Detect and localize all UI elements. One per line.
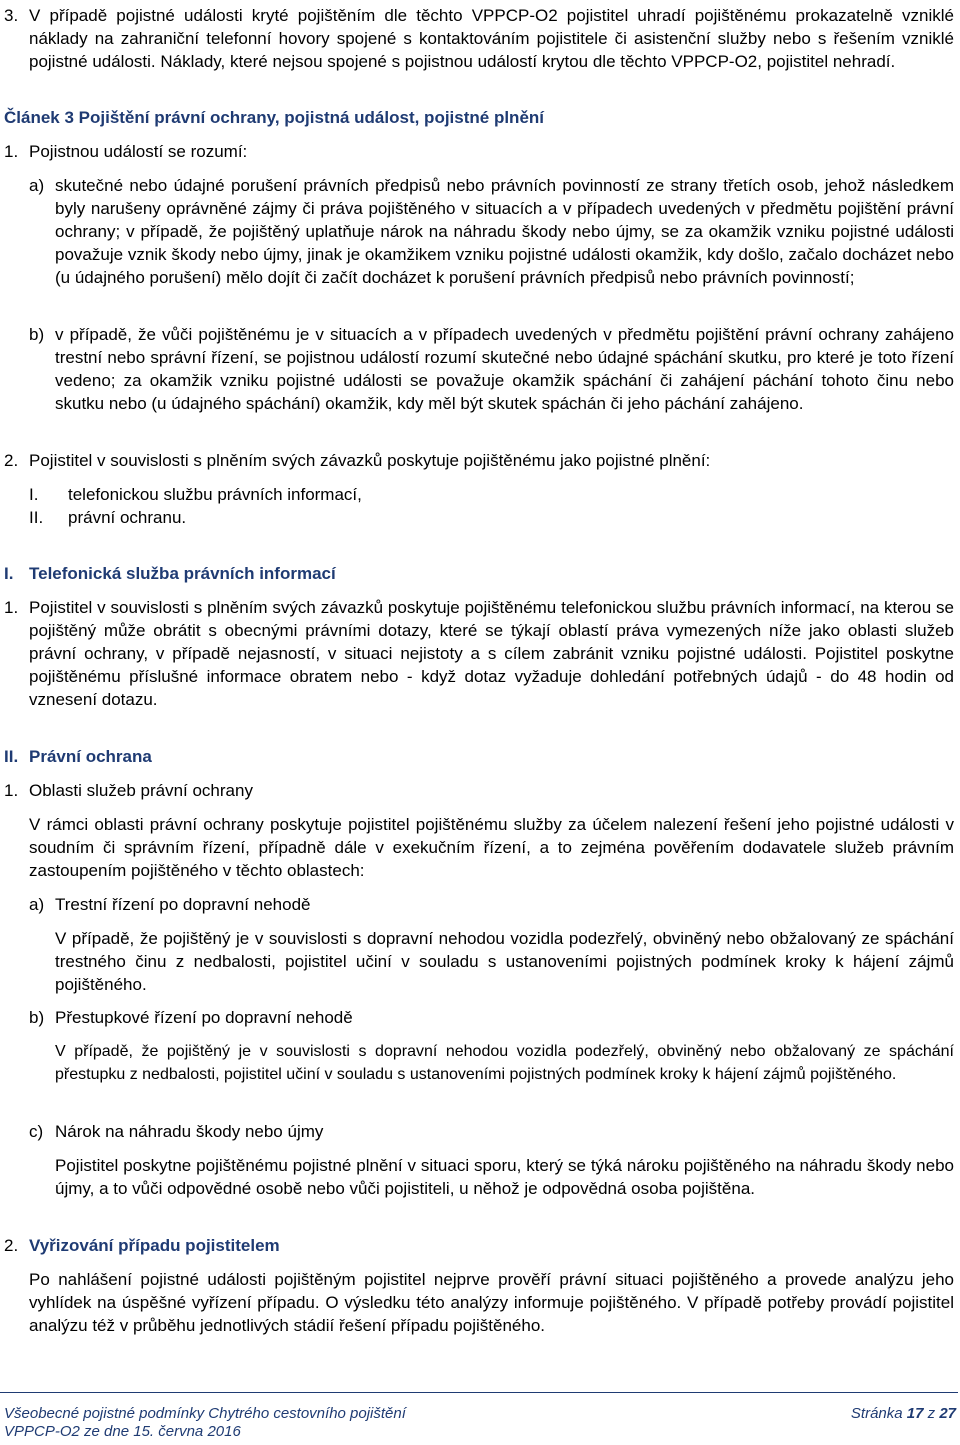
page-total: 27 bbox=[939, 1405, 956, 1422]
item-label: b) bbox=[29, 325, 45, 344]
item-number: 1. bbox=[4, 142, 19, 161]
item-number: 1. bbox=[4, 781, 19, 800]
subheading: Vyřizování případu pojistitelem bbox=[29, 1236, 280, 1255]
roman-label: I. bbox=[29, 485, 39, 504]
footer-doc-version: VPPCP-O2 ze dne 15. června 2016 bbox=[4, 1423, 241, 1440]
footer-doc-title: Všeobecné pojistné podmínky Chytrého cestovního pojištění bbox=[4, 1405, 406, 1422]
item-number: 3. bbox=[4, 6, 19, 25]
paragraph: V případě, že pojištěný je v souvislosti s dopravní nehodou vozidla podezřelý, obviněný nebo obžalovaný ze spáchání trestného činu z nedbalosti, pojistitel učiní v souladu s ustanoveními pojistných podmínek kroky k hájení zájmů pojištěného. bbox=[55, 929, 954, 994]
item-number: 2. bbox=[4, 451, 19, 470]
paragraph: skutečné nebo údajné porušení právních předpisů nebo právních povinností ze strany třetích osob, jehož následkem byly narušeny oprávněné zájmy či práva pojištěného v situacích a v případech uvedených v předmětu pojištění právní ochrany; v případě, že pojištěný uplatňuje nárok na náhradu škody nebo újmy, se za okamžik vzniku pojistné události považuje vznik škody nebo újmy, jinak je okamžikem vzniku pojistné události okamžik, kdy došlo, začalo docházet nebo (u údajného porušení) mělo dojít či začít docházet k porušení právních předpisů nebo právních povinností; bbox=[55, 176, 954, 287]
section-number: II. bbox=[4, 747, 19, 766]
item-label: b) bbox=[29, 1008, 45, 1027]
subheading: Trestní řízení po dopravní nehodě bbox=[55, 895, 311, 914]
section-heading: Právní ochrana bbox=[29, 747, 152, 766]
item-label: a) bbox=[29, 176, 45, 195]
paragraph: Pojistnou událostí se rozumí: bbox=[29, 142, 248, 161]
footer-divider bbox=[0, 1392, 958, 1393]
list-item: právní ochranu. bbox=[68, 508, 187, 527]
subheading: Přestupkové řízení po dopravní nehodě bbox=[55, 1008, 353, 1027]
paragraph: Pojistitel v souvislosti s plněním svých závazků poskytuje pojištěnému telefonickou službu právních informací, na kterou se pojištěný může obrátit s obecnými právními dotazy, které se týkají oblastí práva vymezených níže jako oblasti služeb právní ochrany, v případě nejasností, v situaci nejistoty a s cílem zabránit vzniku pojistné události. Pojistitel poskytne pojištěnému příslušné informace obratem nebo - když dotaz vyžaduje dohledání potřebných údajů - do 48 hodin od vznesení dotazu. bbox=[29, 598, 954, 709]
subheading: Nárok na náhradu škody nebo újmy bbox=[55, 1122, 324, 1141]
item-number: 2. bbox=[4, 1236, 19, 1255]
item-label: a) bbox=[29, 895, 45, 914]
page-prefix: Stránka bbox=[850, 1405, 903, 1422]
item-number: 1. bbox=[4, 598, 19, 617]
paragraph: V případě, že pojištěný je v souvislosti s dopravní nehodou vozidla podezřelý, obviněný nebo obžalovaný ze spáchání přestupku z nedbalosti, pojistitel učiní v souladu s ustanoveními pojistných podmínek kroky k hájení zájmů pojištěného. bbox=[55, 1043, 954, 1083]
footer-page-number bbox=[851, 1405, 956, 1423]
article-heading: Článek 3 Pojištění právní ochrany, pojistná událost, pojistné plnění bbox=[4, 108, 545, 127]
paragraph: V případě pojistné události kryté pojištěním dle těchto VPPCP-O2 pojistitel uhradí pojištěnému prokazatelně vzniklé náklady na zahraniční telefonní hovory spojené s kontaktováním pojistitele či asistenční služby nebo s řešením vzniklé pojistné události. Náklady, které nejsou spojené s pojistnou událostí krytou dle těchto VPPCP-O2, pojistitel nehradí. bbox=[29, 6, 954, 71]
paragraph: v případě, že vůči pojištěnému je v situacích a v případech uvedených v předmětu pojištění právní ochrany zahájeno trestní nebo správní řízení, se pojistnou událostí rozumí skutečné nebo údajné spáchání skutku, pro které je toto řízení vedeno; za okamžik vzniku pojistné události se považuje okamžik spáchání či zahájení páchání tohoto činu nebo skutku nebo (u údajného spáchání) okamžik, kdy měl být skutek spáchán či jeho páchání zahájeno. bbox=[55, 325, 954, 413]
subheading: Oblasti služeb právní ochrany bbox=[29, 781, 253, 800]
paragraph: Pojistitel poskytne pojištěnému pojistné plnění v situaci sporu, který se týká nároku pojištěného na náhradu škody nebo újmy, a to vůči odpovědné osobě nebo vůči pojistiteli, u něhož je odpovědná osoba pojištěna. bbox=[55, 1156, 954, 1198]
item-label: c) bbox=[29, 1122, 44, 1141]
roman-label: II. bbox=[29, 508, 44, 527]
list-item: telefonickou službu právních informací, bbox=[68, 485, 362, 504]
paragraph: Pojistitel v souvislosti s plněním svých závazků poskytuje pojištěnému jako pojistné plnění: bbox=[29, 451, 711, 470]
page-current: 17 bbox=[906, 1405, 924, 1422]
page-sep: z bbox=[927, 1405, 936, 1422]
paragraph: V rámci oblasti právní ochrany poskytuje pojistitel pojištěnému služby za účelem nalezení řešení jeho pojistné události v soudním či správním řízení, případně dále v exekučním řízení, a to zejména pověřením dodavatele služeb právním zastoupením pojištěného v těchto oblastech: bbox=[29, 815, 954, 880]
section-number: I. bbox=[4, 564, 14, 583]
section-heading: Telefonická služba právních informací bbox=[29, 564, 336, 583]
paragraph: Po nahlášení pojistné události pojištěným pojistitel nejprve prověří právní situaci pojištěného a provede analýzu jeho vyhlídek na úspěšné vyřízení případu. O výsledku této analýzy informuje pojištěného. V případě potřeby provádí pojistitel analýzu též v průběhu jednotlivých stádií řešení případu pojištěného. bbox=[29, 1270, 954, 1335]
